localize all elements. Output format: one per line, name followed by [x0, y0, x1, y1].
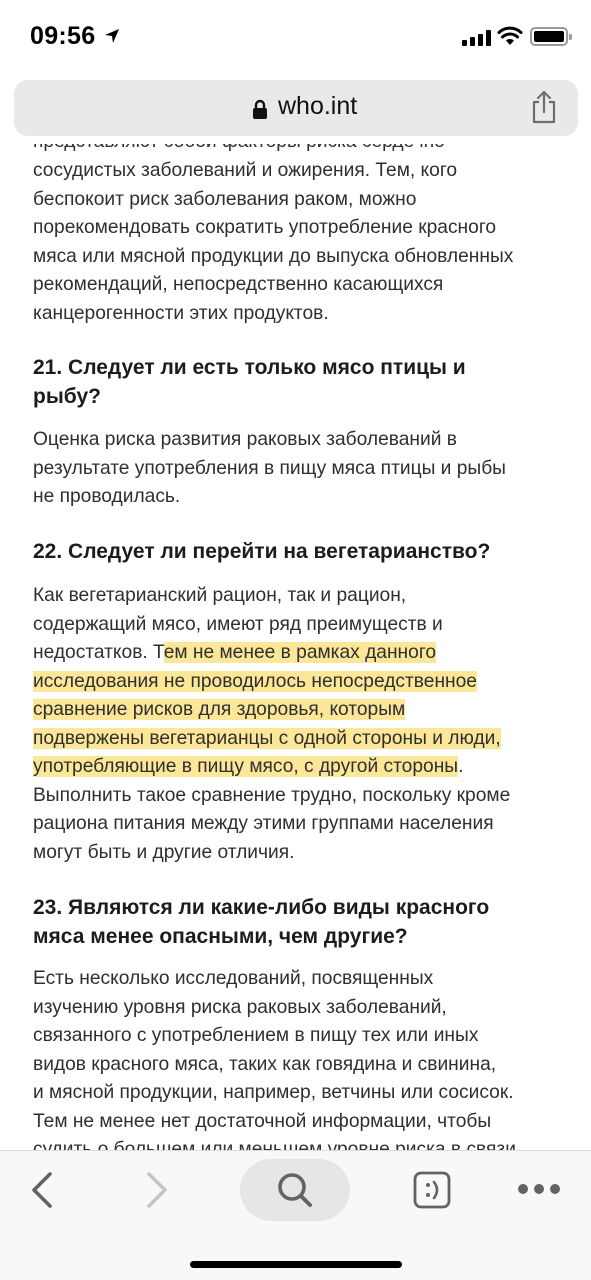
text-line: результате употребления в пищу мяса птицы и рыбы [33, 457, 506, 479]
text-line: Оценка риска развития раковых заболеваний в [33, 429, 457, 450]
text-line [33, 753, 563, 782]
back-icon[interactable] [28, 1171, 56, 1209]
text-line: и мясной продукции, например, ветчины или сосисок. [33, 1082, 514, 1103]
question-22-answer [33, 582, 563, 867]
url-text[interactable]: who.int [278, 92, 358, 120]
text-segment: . [458, 756, 464, 777]
text-line: канцерогенности этих продуктов. [33, 302, 329, 324]
heading-line: 23. Являются ли какие-либо виды красного [33, 896, 490, 919]
reader-view-icon[interactable] [413, 1171, 451, 1209]
status-time: 09:56 [30, 22, 96, 50]
question-21-answer [33, 426, 563, 512]
text-line [33, 668, 563, 697]
wifi-icon [497, 26, 523, 46]
question-23-heading [33, 894, 563, 951]
intro-paragraph [33, 157, 563, 328]
highlighted-text: исследования не проводилось непосредственное [33, 670, 477, 692]
text-segment: недостатков. Т [33, 642, 164, 663]
question-23-answer [33, 965, 563, 1165]
text-line [33, 725, 563, 754]
search-icon [275, 1170, 315, 1210]
search-button[interactable] [240, 1159, 350, 1221]
text-line: видов красного мяса, таких как говядина и свинина, [33, 1053, 497, 1075]
text-line: мяса или мясной продукции до выпуска обновленных [33, 245, 514, 267]
more-icon[interactable] [516, 1180, 562, 1198]
home-indicator[interactable] [190, 1261, 402, 1268]
status-bar [0, 0, 591, 72]
text-line: рекомендаций, непосредственно касающихся [33, 274, 444, 295]
text-line: Есть несколько исследований, посвященных [33, 968, 434, 989]
text-line: могут быть и другие отличия. [33, 841, 295, 863]
highlighted-text: употребляющие в пищу мясо, с другой стороны [33, 756, 459, 777]
text-line [33, 696, 563, 725]
forward-icon[interactable] [143, 1171, 171, 1209]
heading-line: 21. Следует ли есть только мясо птицы и [33, 356, 466, 379]
text-line: связанного с употреблением в пищу тех или иных [33, 1025, 479, 1046]
share-icon[interactable] [529, 90, 559, 124]
text-line: рациона питания между этими группами населения [33, 813, 494, 834]
battery-icon [530, 27, 568, 46]
heading-line: рыбу? [33, 384, 101, 408]
text-line: порекомендовать сократить употребление красного [33, 217, 497, 238]
text-line: не проводилась. [33, 486, 181, 507]
heading-line: мяса менее опасными, чем другие? [33, 924, 408, 948]
address-bar[interactable] [14, 80, 578, 136]
question-21-heading [33, 354, 563, 411]
text-line: Как вегетарианский рацион, так и рацион, [33, 585, 407, 606]
highlighted-text: подвержены вегетарианцы с одной стороны и люди, [33, 727, 501, 749]
text-line: изучению уровня риска раковых заболеваний, [33, 996, 447, 1018]
address-area [0, 72, 591, 144]
lock-icon [252, 99, 268, 119]
highlighted-text: сравнение рисков для здоровья, которым [33, 699, 406, 720]
text-line: сосудистых заболеваний и ожирения. Тем, кого [33, 160, 458, 181]
text-line: Выполнить такое сравнение трудно, поскольку кроме [33, 784, 511, 806]
highlighted-text: ем не менее в рамках данного [163, 642, 437, 663]
text-line: беспокоит риск заболевания раком, можно [33, 188, 417, 210]
text-line: Тем не менее нет достаточной информации, чтобы [33, 1110, 492, 1132]
text-line [33, 639, 563, 668]
question-22-heading: 22. Следует ли перейти на вегетарианство? [33, 540, 491, 563]
cellular-signal-icon [462, 30, 492, 46]
text-line: содержащий мясо, имеют ряд преимуществ и [33, 613, 443, 635]
browser-toolbar [0, 1150, 591, 1280]
location-arrow-icon [104, 28, 120, 44]
